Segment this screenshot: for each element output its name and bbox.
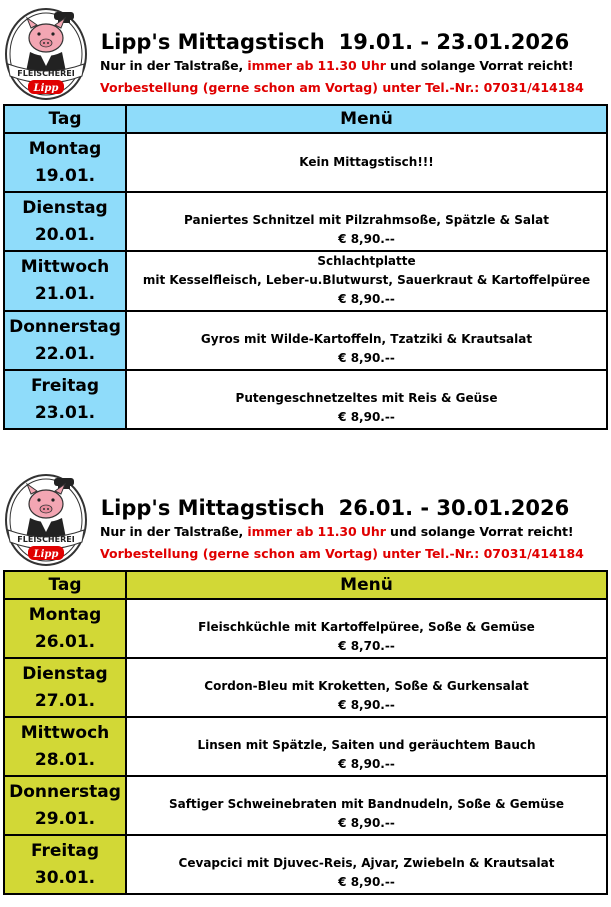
price: € 8,70.-- <box>338 639 395 653</box>
price: € 8,90.-- <box>338 816 395 830</box>
price: € 8,90.-- <box>338 410 395 424</box>
title-dates: 26.01. - 30.01.2026 <box>338 496 570 520</box>
day-name: Montag <box>28 604 102 625</box>
day-date: 19.01. <box>34 165 96 186</box>
table-row <box>4 599 607 658</box>
title-text: Lipp's Mittagstisch <box>100 30 325 54</box>
dish-description: Fleischküchle mit Kartoffelpüree, Soße & Gemüse <box>198 620 535 634</box>
day-cell <box>4 251 126 311</box>
day-cell <box>4 658 126 717</box>
day-name: Freitag <box>30 840 100 861</box>
column-header-tag: Tag <box>4 105 126 133</box>
menu-cell <box>126 658 607 717</box>
menu-table <box>3 570 608 895</box>
day-date: 23.01. <box>34 402 96 423</box>
fleischerei-lipp-pig-chef-logo-icon <box>2 6 90 102</box>
day-date: 26.01. <box>34 631 96 652</box>
day-name: Mittwoch <box>20 257 110 277</box>
logo-text-top: FLEISCHEREI <box>17 535 75 544</box>
dish-description: Gyros mit Wilde-Kartoffeln, Tzatziki & Krautsalat <box>200 332 533 346</box>
table-row <box>4 251 607 311</box>
day-name: Dienstag <box>22 663 108 684</box>
day-date: 21.01. <box>34 284 96 304</box>
day-cell <box>4 776 126 835</box>
info-time: immer ab 11.30 Uhr <box>247 58 386 73</box>
day-name: Mittwoch <box>20 722 110 743</box>
info-location: Nur in der Talstraße, <box>100 58 244 73</box>
price: € 8,90.-- <box>338 875 395 889</box>
price: € 8,90.-- <box>338 698 395 712</box>
day-name: Donnerstag <box>9 781 121 802</box>
page-title <box>100 30 570 54</box>
day-date: 28.01. <box>34 749 96 770</box>
table-row <box>4 835 607 894</box>
dish-description: Putengeschnetzeltes mit Reis & Geüse <box>235 391 498 405</box>
day-name: Donnerstag <box>9 316 121 337</box>
day-cell <box>4 133 126 192</box>
title-dates: 19.01. - 23.01.2026 <box>338 30 570 54</box>
dish-description: Cordon-Bleu mit Kroketten, Soße & Gurkensalat <box>204 679 529 693</box>
menu-table <box>3 104 608 430</box>
fleischerei-lipp-pig-chef-logo-icon <box>2 472 90 568</box>
price: € 8,90.-- <box>338 292 395 306</box>
info-stock: und solange Vorrat reicht! <box>390 58 574 73</box>
day-cell <box>4 835 126 894</box>
menu-cell <box>126 370 607 429</box>
day-name: Montag <box>28 138 102 159</box>
day-date: 20.01. <box>34 224 96 245</box>
table-row <box>4 370 607 429</box>
info-line <box>100 58 574 73</box>
day-date: 29.01. <box>34 808 96 829</box>
menu-cell <box>126 717 607 776</box>
column-header-menu: Menü <box>126 105 607 133</box>
page-title <box>100 496 570 520</box>
dish-description: Linsen mit Spätzle, Saiten und geräuchtem Bauch <box>197 738 536 752</box>
info-location: Nur in der Talstraße, <box>100 524 244 539</box>
price: € 8,90.-- <box>338 757 395 771</box>
logo-text-bottom: Lipp <box>33 83 59 94</box>
table-row <box>4 192 607 251</box>
info-line <box>100 524 574 539</box>
info-stock: und solange Vorrat reicht! <box>390 524 574 539</box>
menu-cell <box>126 251 607 311</box>
menu-cell <box>126 776 607 835</box>
day-cell <box>4 311 126 370</box>
preorder-line: Vorbestellung (gerne schon am Vortag) unter Tel.-Nr.: 07031/414184 <box>100 546 584 561</box>
logo-text-top: FLEISCHEREI <box>17 69 75 78</box>
table-row <box>4 133 607 192</box>
day-name: Dienstag <box>22 197 108 218</box>
day-cell <box>4 192 126 251</box>
menu-cell <box>126 835 607 894</box>
day-cell <box>4 370 126 429</box>
column-header-tag: Tag <box>4 571 126 599</box>
table-row <box>4 311 607 370</box>
price: € 8,90.-- <box>338 232 395 246</box>
table-row <box>4 776 607 835</box>
menu-cell <box>126 133 607 192</box>
column-header-menu: Menü <box>126 571 607 599</box>
dish-description: Saftiger Schweinebraten mit Bandnudeln, Soße & Gemüse <box>168 797 565 811</box>
menu-cell <box>126 192 607 251</box>
table-row <box>4 658 607 717</box>
day-cell <box>4 717 126 776</box>
dish-description: Paniertes Schnitzel mit Pilzrahmsoße, Spätzle & Salat <box>184 213 549 227</box>
dish-description: mit Kesselfleisch, Leber-u.Blutwurst, Sauerkraut & Kartoffelpüree <box>142 273 591 287</box>
menu-cell <box>126 599 607 658</box>
table-row <box>4 717 607 776</box>
dish-description: Cevapcici mit Djuvec-Reis, Ajvar, Zwiebeln & Krautsalat <box>178 856 555 870</box>
logo-text-bottom: Lipp <box>33 549 59 560</box>
table-header-row <box>4 571 607 599</box>
dish-description: Kein Mittagstisch!!! <box>299 155 434 169</box>
title-text: Lipp's Mittagstisch <box>100 496 325 520</box>
preorder-line: Vorbestellung (gerne schon am Vortag) unter Tel.-Nr.: 07031/414184 <box>100 80 584 95</box>
dish-description: Schlachtplatte <box>317 254 416 268</box>
info-time: immer ab 11.30 Uhr <box>247 524 386 539</box>
menu-cell <box>126 311 607 370</box>
day-date: 22.01. <box>34 343 96 364</box>
table-header-row <box>4 105 607 133</box>
day-cell <box>4 599 126 658</box>
price: € 8,90.-- <box>338 351 395 365</box>
day-name: Freitag <box>30 375 100 396</box>
day-date: 27.01. <box>34 690 96 711</box>
day-date: 30.01. <box>34 867 96 888</box>
